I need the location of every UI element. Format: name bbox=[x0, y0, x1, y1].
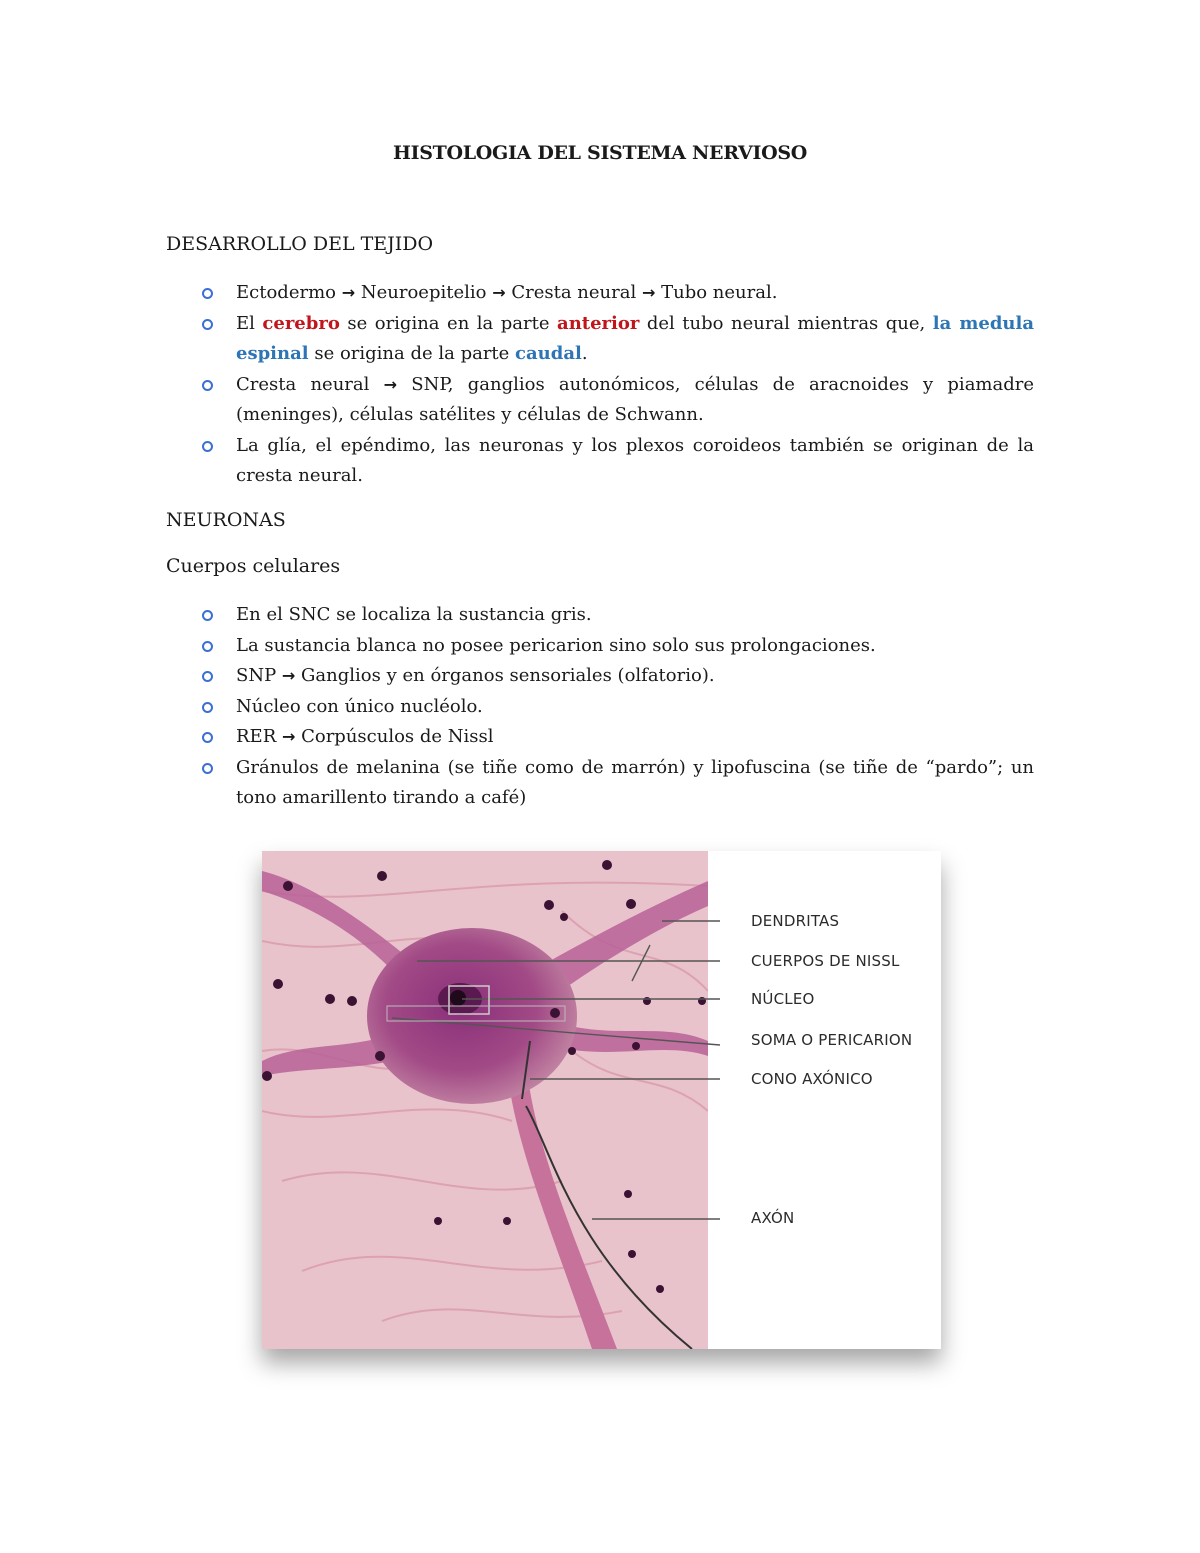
list-item: El cerebro se origina en la parte anterior del tubo neural mientras que, la medula espinal se origina de la parte caudal. bbox=[166, 309, 1034, 370]
section-heading-desarrollo: DESARROLLO DEL TEJIDO bbox=[166, 233, 434, 255]
page-title: HISTOLOGIA DEL SISTEMA NERVIOSO bbox=[392, 142, 808, 164]
label-axon: AXÓN bbox=[751, 1209, 795, 1227]
section-heading-neuronas: NEURONAS bbox=[166, 509, 286, 531]
list-item: Núcleo con único nucléolo. bbox=[166, 692, 1034, 723]
bullet-icon bbox=[202, 702, 213, 713]
list-item: Cresta neural → SNP, ganglios autonómicos, células de aracnoides y piamadre (meninges), células satélites y células de Schwann. bbox=[166, 370, 1034, 431]
bullet-icon bbox=[202, 319, 213, 330]
soma bbox=[367, 928, 577, 1104]
label-cono-axonico: CONO AXÓNICO bbox=[751, 1070, 873, 1088]
list-item: RER → Corpúsculos de Nissl bbox=[166, 722, 1034, 753]
list-item: La glía, el epéndimo, las neuronas y los plexos coroideos también se originan de la cresta neural. bbox=[166, 431, 1034, 492]
neuronas-list bbox=[166, 600, 1034, 814]
label-dendritas: DENDRITAS bbox=[751, 912, 840, 930]
subheading-cuerpos: Cuerpos celulares bbox=[166, 555, 341, 577]
neuron-histology-figure bbox=[262, 851, 941, 1349]
label-cuerpos-nissl: CUERPOS DE NISSL bbox=[751, 952, 900, 970]
arrow-right-icon: → bbox=[383, 374, 398, 394]
nucleolus bbox=[450, 990, 466, 1006]
bullet-icon bbox=[202, 288, 213, 299]
list-item: Ectodermo → Neuroepitelio → Cresta neural → Tubo neural. bbox=[166, 278, 1034, 309]
bullet-icon bbox=[202, 441, 213, 452]
list-item: En el SNC se localiza la sustancia gris. bbox=[166, 600, 1034, 631]
arrow-right-icon: → bbox=[492, 283, 506, 302]
bullet-icon bbox=[202, 671, 213, 682]
list-item: SNP → Ganglios y en órganos sensoriales (olfatorio). bbox=[166, 661, 1034, 692]
bullet-icon bbox=[202, 641, 213, 652]
bullet-icon bbox=[202, 763, 213, 774]
list-item: Gránulos de melanina (se tiñe como de marrón) y lipofuscina (se tiñe de “pardo”; un tono amarillento tirando a café) bbox=[166, 753, 1034, 814]
arrow-right-icon: → bbox=[281, 666, 296, 685]
arrow-right-icon: → bbox=[281, 727, 296, 746]
desarrollo-list bbox=[166, 278, 1034, 492]
list-item: La sustancia blanca no posee pericarion sino solo sus prolongaciones. bbox=[166, 631, 1034, 662]
arrow-right-icon: → bbox=[641, 283, 656, 302]
arrow-right-icon: → bbox=[341, 283, 356, 302]
bullet-icon bbox=[202, 610, 213, 621]
bullet-icon bbox=[202, 732, 213, 743]
label-nucleo: NÚCLEO bbox=[751, 990, 815, 1008]
bullet-icon bbox=[202, 380, 213, 391]
label-soma: SOMA O PERICARION bbox=[751, 1031, 913, 1049]
